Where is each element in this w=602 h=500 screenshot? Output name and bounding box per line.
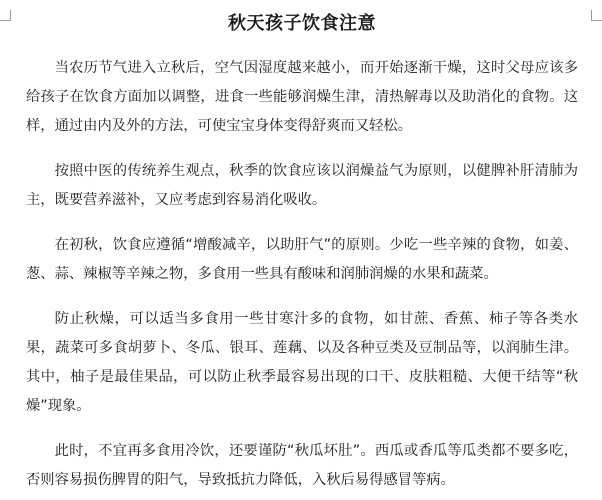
page-corner-mark-left (0, 10, 11, 21)
paragraph-avoid-cold-drinks: 此时，不宜再多食用冷饮，还要谨防“秋瓜坏肚”。西瓜或香瓜等瓜类都不要多吃，否则容易损伤脾胃的阳气，导致抵抗力降低，入秋后易得感冒等病。 (26, 443, 578, 488)
paragraph-intro: 当农历节气进入立秋后，空气因湿度越来越小，而开始逐渐干燥，这时父母应该多给孩子在饮食方面加以调整，进食一些能够润燥生津，清热解毒以及助消化的食物。这样，通过由内及外的方法，可使宝宝身体变得舒爽而又轻松。 (26, 60, 578, 134)
paragraph-tcm-principle: 按照中医的传统养生观点，秋季的饮食应该以润燥益气为原则，以健脾补肝清肺为主，既要营养滋补，又应考虑到容易消化吸收。 (26, 163, 578, 208)
page-corner-mark-right (591, 10, 602, 21)
paragraph-early-autumn: 在初秋，饮食应遵循“增酸减辛，以助肝气”的原则。少吃一些辛辣的食物，如姜、葱、蒜、辣椒等辛辣之物，多食用一些具有酸味和润肺润燥的水果和蔬菜。 (26, 237, 578, 282)
document-page (0, 10, 602, 500)
paragraph-prevent-dryness: 防止秋燥，可以适当多食用一些甘寒汁多的食物，如甘蔗、香蕉、柿子等各类水果，蔬菜可多食胡萝卜、冬瓜、银耳、莲藕、以及各种豆类及豆制品等，以润肺生津。其中，柚子是最佳果品，可以防止秋季最容易出现的口干、皮肤粗糙、大便干结等“秋燥”现象。 (26, 311, 578, 414)
document-title: 秋天孩子饮食注意 (228, 13, 376, 34)
